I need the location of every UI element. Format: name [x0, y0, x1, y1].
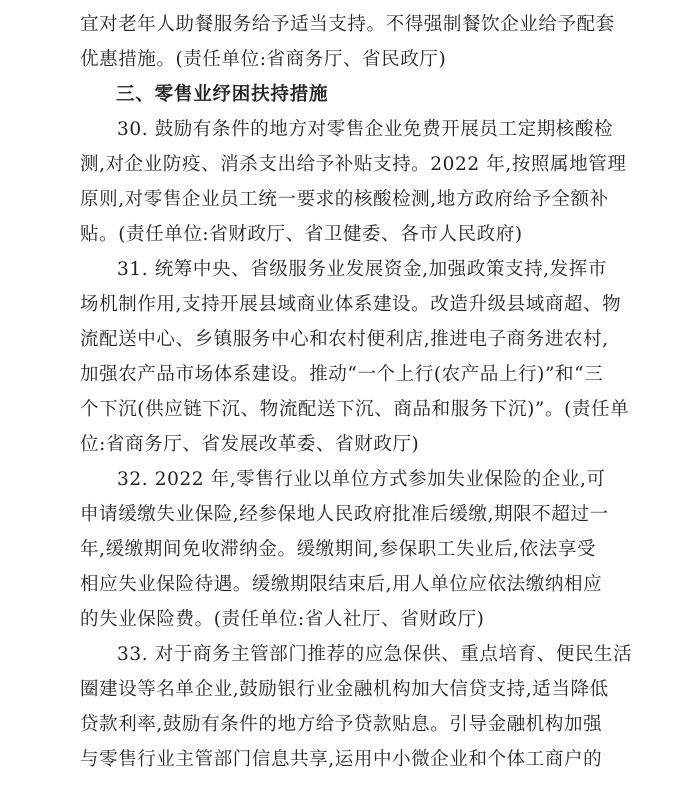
item-30-first-line: 30. 鼓励有条件的地方对零售企业免费开展员工定期核酸检: [117, 119, 614, 140]
text-line: 加强农产品市场体系建设。推动“一个上行(农产品上行)”和“三: [80, 364, 604, 385]
text-line: 场机制作用,支持开展县域商业体系建设。改造升级县域商超、物: [80, 294, 622, 315]
text-line: 宜对老年人助餐服务给予适当支持。不得强制餐饮企业给予配套: [80, 14, 615, 35]
text-line: 圈建设等名单企业,鼓励银行业金融机构加大信贷支持,适当降低: [80, 679, 609, 700]
text-line: 的失业保险费。(责任单位:省人社厅、省财政厅): [80, 609, 485, 630]
text-line: 申请缓缴失业保险,经参保地人民政府批准后缓缴,期限不超过一: [80, 504, 609, 525]
text-line: 流配送中心、乡镇服务中心和农村便利店,推进电子商务进农村,: [80, 329, 609, 350]
text-line: 个下沉(供应链下沉、物流配送下沉、商品和服务下沉)”。(责任单: [80, 399, 630, 420]
text-line: 原则,对零售企业员工统一要求的核酸检测,地方政府给予全额补: [80, 189, 609, 210]
text-line: 相应失业保险待遇。缓缴期限结束后,用人单位应依法缴纳相应: [80, 574, 603, 595]
text-line: 年,缓缴期间免收滞纳金。缓缴期间,参保职工失业后,依法享受: [80, 539, 597, 560]
text-line: 与零售行业主管部门信息共享,运用中小微企业和个体工商户的: [80, 749, 603, 770]
text-line: 位:省商务厅、省发展改革委、省财政厅): [80, 434, 420, 455]
text-line: 贴。(责任单位:省财政厅、省卫健委、各市人民政府): [80, 224, 523, 245]
item-33-first-line: 33. 对于商务主管部门推荐的应急保供、重点培育、便民生活: [117, 644, 633, 665]
item-32-first-line: 32. 2022 年,零售行业以单位方式参加失业保险的企业,可: [117, 469, 606, 490]
item-31-first-line: 31. 统筹中央、省级服务业发展资金,加强政策支持,发挥市: [117, 259, 607, 280]
text-line: 测,对企业防疫、消杀支出给予补贴支持。2022 年,按照属地管理: [80, 154, 627, 175]
text-line: 贷款利率,鼓励有条件的地方给予贷款贴息。引导金融机构加强: [80, 714, 603, 735]
section-heading: 三、零售业纾困扶持措施: [116, 84, 329, 105]
text-line: 优惠措施。(责任单位:省商务厅、省民政厅): [80, 49, 447, 70]
